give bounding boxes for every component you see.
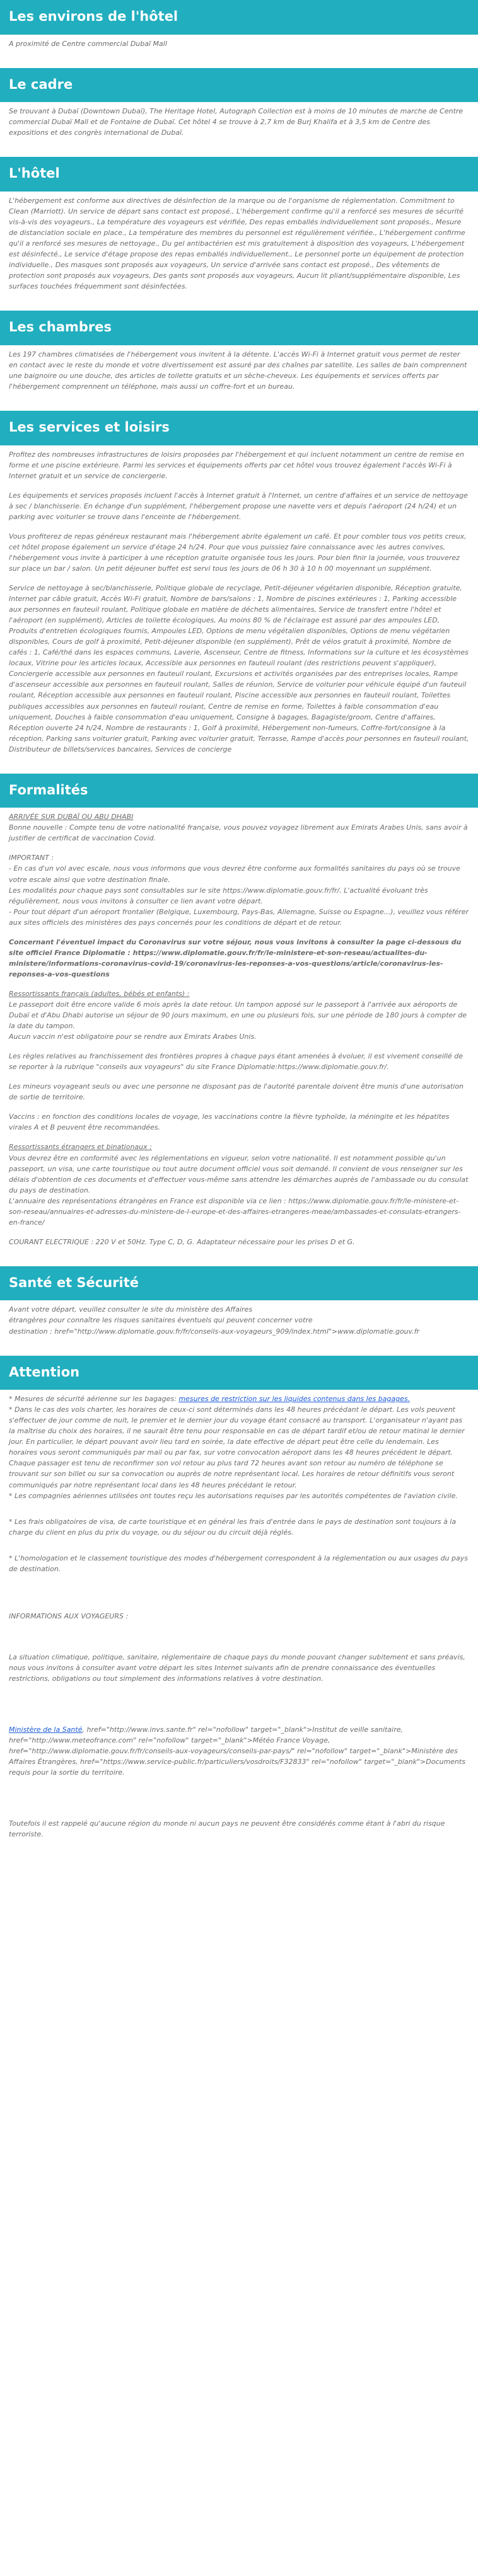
francais-text-2: Aucun vaccin n'est obligatoire pour se rendre aux Emirats Arabes Unis. xyxy=(9,1033,257,1041)
frais-text: * Les frais obligatoires de visa, de carte touristique et en général les frais d'entrée dans le pays de destination sont toujours à la charge du client en plus du prix du voyage, ou du séjour ou du circuit déjà réglés. xyxy=(9,1517,457,1537)
services-paragraph: Vous profiterez de repas généreux restaurant mais l'hébergement abrite également un café. Et pour combler tous vos petits creux, cet hôtel propose également un service d'étage 24 h/24. Pour que vous puissiez faire connaissance avec les autres convives, l'hébergement vous invite à participer à une réception gratuite organisée tous les jours. Pour bien finir la journée, vous trouverez sur place un bar / salon. Un petit déjeuner buffet est servi tous les jours de 06 h 30 à 10 h 00 moyennant un supplément. xyxy=(9,532,467,573)
formalites-section xyxy=(0,774,478,1266)
mesures-prefix: * Mesures de sécurité aérienne sur les bagages: xyxy=(9,1395,179,1404)
infos-label: INFORMATIONS AUX VOYAGEURS : xyxy=(9,1611,129,1620)
services-body xyxy=(0,445,478,774)
etrangers-heading: Ressortissants étrangers et binationaux : xyxy=(9,1143,152,1152)
attention-section xyxy=(0,1356,478,1859)
homologation-text: * L'homologation et le classement touristique des modes d'hébergement correspondent à la réglementation ou aux usages du pays de destination. xyxy=(9,1554,468,1573)
cadre-text: Se trouvant à Dubaï (Downtown Dubaï), The Heritage Hotel, Autograph Collection est à moins de 10 minutes de marche de Centre commercial Dubaï Mall et de Fontaine de Dubaï. Cet hôtel 4 se trouve à 2,7 km de Burj Khalifa et à 3,5 km de Centre des expositions et des congrès international de Dubaï. xyxy=(9,107,463,137)
environs-text: A proximité de Centre commercial Dubaï Mall xyxy=(9,39,167,48)
situation-text-2: nous vous invitons à consulter avant votre départ les sites Internet suivants afin de prendre connaissance des éventuelles restrictions, obligations ou tout simplement des informations relatives à votre destination. xyxy=(9,1663,436,1683)
chambres-body xyxy=(0,345,478,411)
attention-heading: Attention xyxy=(0,1356,478,1390)
important-label: IMPORTANT : xyxy=(9,854,54,862)
cadre-heading: Le cadre xyxy=(0,68,478,103)
situation-text: La situation climatique, politique, sanitaire, réglementaire de chaque pays du monde pouvant changer subitement et sans préavis, xyxy=(9,1652,465,1661)
important-text-1: - En cas d'un vol avec escale, nous vous informons que vous devrez être conforme aux formalités sanitaires du pays où se trouve votre escale ainsi que votre destination finale. xyxy=(9,864,460,884)
mineurs-text: Les mineurs voyageant seuls ou avec une personne ne disposant pas de l'autorité parentale doivent être munis d'une autorisation de sortie de territoire. xyxy=(9,1082,464,1102)
etrangers-text: Vous devrez être en conformité avec les réglementations en vigueur, selon votre nationalité. Il est notamment possible qu'un passeport, un visa, une carte touristique ou tout autre document officiel vous soit demandé. Il convient de vous renseigner sur les délais d'obtention de ces documents et d'effectuer vous-même sans attendre les démarches auprès de l'ambassade ou du consulat du pays de destination. xyxy=(9,1153,469,1194)
courant-text: COURANT ELECTRIQUE : 220 V et 50Hz. Type C, D, G. Adaptateur nécessaire pour les prises D et G. xyxy=(9,1237,355,1246)
important-text-3: - Pour tout départ d'un aéroport frontalier (Belgique, Luxembourg, Pays-Bas, Allemagne, Suisse ou Espagne...), veuillez vous référer aux sites officiels des ministères des pays concernés pour les conditions de départ et de retour. xyxy=(9,907,469,927)
cadre-body xyxy=(0,102,478,157)
regles-text: Les règles relatives au franchissement des frontières propres à chaque pays étant amenées à évoluer, il est vivement conseillé de se reporter à la rubrique "conseils aux voyageurs" du site France Diplomatie:https://www.diplomatie.gouv.fr/. xyxy=(9,1052,463,1072)
environs-heading: Les environs de l'hôtel xyxy=(0,0,478,35)
services-paragraph: Profitez des nombreuses infrastructures de loisirs proposées par l'hébergement et qui incluent notamment un centre de remise en forme et une piscine extérieure. Parmi les services et équipements offerts par cet hôtel vous trouvez également l'accès Wi-Fi à Internet gratuit et un service de conciergerie. xyxy=(9,450,465,480)
arrivee-intro: Bonne nouvelle : Compte tenu de votre nationalité française, vous pouvez voyagez librement aux Emirats Arabes Unis, sans avoir à justifier de certificat de vaccination Covid. xyxy=(9,823,468,843)
chambres-section xyxy=(0,311,478,411)
arrivee-heading: ARRIVÉE SUR DUBAÏ OU ABU DHABI xyxy=(9,813,134,821)
services-heading: Les services et loisirs xyxy=(0,411,478,445)
hotel-text: L'hébergement est conforme aux directives de désinfection de la marque ou de l'organisme de réglementation. Commitment to Clean (Marriott). Un service de départ sans contact est proposé., L'hébergement confirme qu'il a renforcé ses mesures de sécurité vis-à-vis des voyageurs., La température des voyageurs est vérifiée, Des repas emballés individuellement sont proposés., Mesure de distanciation sociale en place., La température des membres du personnel est régulièrement vérifiée., L'hébergement confirme qu'il a renforcé ses mesures de nettoyage., Du gel antibactérien est mis gratuitement à disposition des voyageurs, L'hébergement est désinfecté., Le service d'étage propose des repas emballés individuellement., Le personnel porte un équipement de protection individuelle., Des masques sont proposés aux voyageurs, Un service d'arrivée sans contact est proposé., Des vêtements de protection sont proposés aux voyageurs, Des gants sont proposés aux voyageurs, Aucun lit pliant/supplémentaire disponible, Les surfaces touchées fréquemment sont désinfectées. xyxy=(9,196,465,291)
toutefois-text: Toutefois il est rappelé qu'aucune région du monde ni aucun pays ne peuvent être considérés comme étant à l'abri du risque terroriste. xyxy=(9,1819,445,1839)
cadre-section xyxy=(0,68,478,157)
sante-section xyxy=(0,1266,478,1356)
formalites-heading: Formalités xyxy=(0,774,478,808)
vaccins-text: Vaccins : en fonction des conditions locales de voyage, les vaccinations contre la fièvre typhoïde, la méningite et les hépatites virales A et B peuvent être recommandées. xyxy=(9,1113,450,1132)
attention-body xyxy=(0,1390,478,1858)
hotel-heading: L'hôtel xyxy=(0,157,478,192)
hotel-body xyxy=(0,192,478,311)
formalites-body xyxy=(0,808,478,1266)
sante-heading: Santé et Sécurité xyxy=(0,1266,478,1301)
services-section xyxy=(0,411,478,774)
etrangers-text-2: L'annuaire des représentations étrangères en France est disponible via ce lien : https://www.diplomatie.gouv.fr/fr/le-ministere-et-son-reseau/annuaires-et-adresses-du-ministere-de-l-europe-et-des-affaires-etrangeres-meae/ambassades-et-consulats-etrangers-en-france/ xyxy=(9,1196,461,1227)
francais-heading: Ressortissants français (adultes, bébés et enfants) : xyxy=(9,989,190,998)
ministere-sante-link[interactable]: Ministère de la Santé xyxy=(9,1725,83,1734)
sante-body xyxy=(0,1300,478,1355)
compagnies-text: * Les compagnies aériennes utilisées ont toutes reçu les autorisations requises par les autorités compétentes de l'aviation civile. xyxy=(9,1491,458,1500)
hotel-section xyxy=(0,157,478,311)
covid-notice: Concernant l'éventuel impact du Coronavirus sur votre séjour, nous vous invitons à consulter la page ci-dessous du site officiel France Diplomatie : https://www.diplomatie.gouv.fr/fr/le-ministere-et-son-reseau/actualites-du-ministere/informations-coronavirus-covid-19/coronavirus-les-reponses-a-vos-questions/article/coronavirus-les-reponses-a-vos-questions xyxy=(9,937,462,978)
important-text-2: Les modalités pour chaque pays sont consultables sur le site https://www.diplomatie.gouv.fr/fr/. L'actualité évoluant très régulièrement, nous vous invitons à consulter ce lien avant votre départ. xyxy=(9,886,428,905)
francais-text-1: Le passeport doit être encore valide 6 mois après la date retour. Un tampon apposé sur le passeport à l'arrivée aux aéroports de Dubaï et d'Abu Dhabi autorise un séjour de 90 jours maximum, en une ou plusieurs fois, sur une période de 180 jours à compter de la date du tampon. xyxy=(9,1000,467,1031)
liquides-restriction-link[interactable]: mesures de restriction sur les liquides contenus dans les bagages. xyxy=(178,1395,411,1404)
services-paragraph: Les équipements et services proposés incluent l'accès à Internet gratuit à l'Internet, un centre d'affaires et un service de nettoyage à sec / blanchisserie. En échange d'un supplément, l'hébergement propose une navette vers et depuis l'aéroport (24 h/24) et un parking avec voiturier se trouve dans l'enceinte de l'hébergement. xyxy=(9,491,468,521)
chambres-heading: Les chambres xyxy=(0,311,478,345)
sante-text-2: étrangères pour connaître les risques sanitaires éventuels qui peuvent concerner votre xyxy=(9,1316,313,1325)
environs-body xyxy=(0,35,478,68)
chambres-text: Les 197 chambres climatisées de l'hébergement vous invitent à la détente. L'accès Wi-Fi à Internet gratuit vous permet de rester en contact avec le reste du monde et votre divertissement est assuré par des chaînes par satellite. Les salles de bain comprennent une baignoire ou une douche, des articles de toilette gratuits et un sèche-cheveux. Les équipements et services offerts par l'hébergement comprennent un téléphone, mais aussi un coffre-fort et un bureau. xyxy=(9,350,467,391)
sante-text-3: destination : href="http://www.diplomatie.gouv.fr/fr/conseils-aux-voyageurs_909/index.html">www.diplomatie.gouv.fr xyxy=(9,1327,420,1336)
horaires-text: * Dans le cas des vols charter, les horaires de ceux-ci sont déterminés dans les 48 heures précédant le départ. Les vols peuvent s'effectuer de jour comme de nuit, le premier et le dernier jour du voyage étant consacré au transport. L'organisateur n'ayant pas la maîtrise du choix des horaires, il ne saurait être tenu pour responsable en cas de départ tardif et/ou de retour matinal le dernier jour. En particulier, le départ pouvant avoir lieu tard en soirée, la date effective de départ peut être celle du lendemain. Les horaires vous seront communiqués par mail ou par fax, sur votre convocation aéroport dans les 48 heures précédent le départ. Chaque passager est tenu de reconfirmer son vol retour au plus tard 72 heures avant son retour au numéro de téléphone se trouvant sur son billet ou sur sa convocation ou auprès de notre représentant local. Les horaires de retour définitifs vous seront communiqués par notre représentant local dans les 48 heures précédant le retour. xyxy=(9,1405,465,1489)
environs-section xyxy=(0,0,478,68)
sante-text-1: Avant votre départ, veuillez consulter le site du ministère des Affaires xyxy=(9,1305,253,1314)
services-paragraph: Service de nettoyage à sec/blanchisserie, Politique globale de recyclage, Petit-déjeuner végétarien disponible, Réception gratuite, Internet par câble gratuit, Accès Wi-Fi gratuit, Nombre de bars/salons : 1, Nombre de piscines extérieures : 1, Parking accessible aux personnes en fauteuil roulant, Politique globale en matière de déchets alimentaires, Service de transfert entre l'hôtel et l'aéroport (en supplément), Articles de toilette écologiques, Au moins 80 % de l'éclairage est assuré par des ampoules LED, Produits d'entretien écologiques fournis, Ampoules LED, Options de menu végétalien disponibles, Options de menu végétarien disponibles, Cours de golf à proximité, Petit-déjeuner disponible (en supplément), Prêt de vélos gratuit à proximité, Nombre de cafés : 1, Café/thé dans les espaces communs, Laverie, Ascenseur, Centre de fitness, Informations sur la culture et les écosystèmes locaux, Vitrine pour les articles locaux, Accessible aux personnes en fauteuil roulant (des restrictions peuvent s'appliquer), Conciergerie accessible aux personnes en fauteuil roulant, Excursions et activités organisées par des entreprises locales, Rampe d'ascenseur accessible aux personnes en fauteuil roulant, Salles de réunion, Service de voiturier pour véhicule équipé d'un fauteuil roulant, Réception accessible aux personnes en fauteuil roulant, Piscine accessible aux personnes en fauteuil roulant, Toilettes publiques accessibles aux personnes en fauteuil roulant, Centre de remise en forme, Toilettes à faible consommation d'eau uniquement, Douches à faible consommation d'eau uniquement, Consigne à bagages, Bagagiste/groom, Centre d'affaires, Réception ouverte 24 h/24, Nombre de restaurants : 1, Golf à proximité, Hébergement non-fumeurs, Coffre-fort/consigne à la réception, Parking sans voiturier gratuit, Parking avec voiturier gratuit, Terrasse, Rampe d'accès pour personnes en fauteuil roulant, Distributeur de billets/services bancaires, Services de concierge xyxy=(9,584,469,753)
ministere-links-text: , href="http://www.invs.sante.fr" rel="nofollow" target="_blank">Institut de veille sanitaire, href="http://www.meteofrance.com" rel="nofollow" target="_blank">Météo France Voyage, href="http://www.diplomatie.gouv.fr/fr/conseils-aux-voyageurs/conseils-par-pays/" rel="nofollow" target="_blank">Ministère des Affaires Étrangères, href="https://www.service-public.fr/particuliers/vosdroits/F32833" rel="nofollow" target="_blank">Documents requis pour la sortie du territoire. xyxy=(9,1725,465,1777)
